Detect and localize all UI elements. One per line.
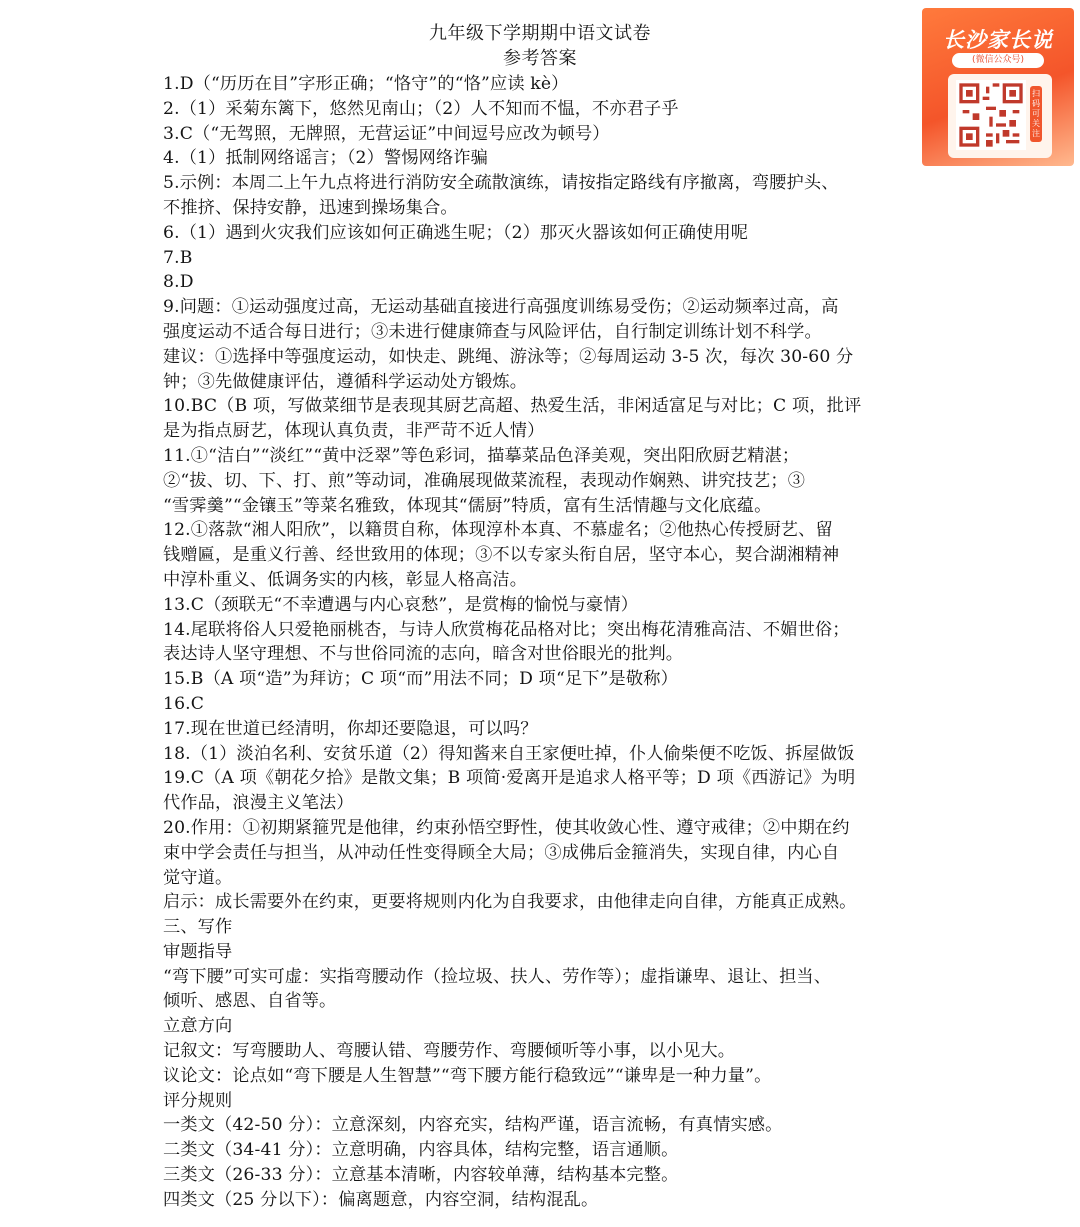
answer-line: 立意方向 [163,1016,233,1037]
answer-line: 5.示例：本周二上午九点将进行消防安全疏散演练，请按指定路线有序撤离，弯腰护头、 [163,173,839,194]
answer-line: 觉守道。 [163,867,233,888]
answer-line: 16.C [163,693,205,714]
answer-line: 12.①落款“湘人阳欣”，以籍贯自称，体现淳朴本真、不慕虚名；②他热心传授厨艺、留 [163,520,833,541]
answer-line: 13.C（颈联无“不幸遭遇与内心哀愁”，是赏梅的愉悦与豪情） [163,594,639,615]
qr-code-icon[interactable] [956,80,1026,150]
answer-line: 11.①“洁白”“淡红”“黄中泛翠”等色彩词，描摹菜品色泽美观，突出阳欣厨艺精湛； [163,445,800,466]
answer-line: 6.（1）遇到火灾我们应该如何正确逃生呢；（2）那灭火器该如何正确使用呢 [163,222,749,243]
answer-line: 启示：成长需要外在约束，更要将规则内化为自我要求，由他律走向自律，方能真正成熟。 [163,892,857,913]
answer-line: 钱赠匾，是重义行善、经世致用的体现；③不以专家头衔自居，坚守本心，契合湖湘精神 [163,545,840,566]
answer-line: 8.D [163,272,194,293]
answer-line: 四类文（25 分以下）：偏离题意，内容空洞，结构混乱。 [163,1189,599,1210]
answer-line: 强度运动不适合每日进行；③未进行健康筛查与风险评估，自行制定训练计划不科学。 [163,321,822,342]
answer-line: 18.（1）淡泊名利、安贫乐道（2）得知酱来自王家便吐掉，仆人偷柴便不吃饭、拆屋做饭 [163,743,855,764]
answer-line: 三类文（26-33 分）：立意基本清晰，内容较单薄，结构基本完整。 [163,1165,679,1186]
answer-line: 9.问题：①运动强度过高，无运动基础直接进行高强度训练易受伤；②运动频率过高，高 [163,297,839,318]
answer-line: 14.尾联将俗人只爱艳丽桃杏，与诗人欣赏梅花品格对比；突出梅花清雅高洁、不媚世俗； [163,619,850,640]
document-title: 九年级下学期期中语文试卷 [429,23,651,44]
answer-line: 10.BC（B 项，写做菜细节是表现其厨艺高超、热爱生活，非闲适富足与对比；C 项，批评 [163,396,862,417]
answer-line: 20.作用：①初期紧箍咒是他律，约束孙悟空野性，使其收敛心性、遵守戒律；②中期在约 [163,817,850,838]
answer-line: 三、写作 [163,917,233,938]
answer-line: 代作品，浪漫主义笔法） [163,793,354,814]
answer-body [163,72,923,1213]
answer-line: 钟；③先做健康评估，遵循科学运动处方锻炼。 [163,371,528,392]
answer-line: 1.D（“历历在目”字形正确；“恪守”的“恪”应读 kè） [163,74,569,94]
document-subtitle: 参考答案 [503,48,577,69]
answer-line: 2.（1）采菊东篱下，悠然见南山；（2）人不知而不愠，不亦君子乎 [163,98,679,119]
answer-line: 7.B [163,247,193,268]
badge-side-label: 扫码可关注 [1030,86,1042,142]
answer-line: 束中学会责任与担当，从冲动任性变得顾全大局；③成佛后金箍消失，实现自律，内心自 [163,842,840,863]
answer-line: 建议：①选择中等强度运动，如快走、跳绳、游泳等；②每周运动 3-5 次，每次 30-60 分 [163,346,854,367]
answer-line: 15.B（A 项“造”为拜访；C 项“而”用法不同；D 项“足下”是敬称） [163,669,678,690]
answer-line: 不推挤、保持安静，迅速到操场集合。 [163,197,458,218]
answer-line: 表达诗人坚守理想、不与世俗同流的志向，暗含对世俗眼光的批判。 [163,644,684,665]
answer-line: “弯下腰”可实可虚：实指弯腰动作（捡垃圾、扶人、劳作等）；虚指谦卑、退让、担当、 [163,966,832,987]
answer-line: 17.现在世道已经清明，你却还要隐退，可以吗？ [163,718,538,739]
answer-line: 3.C（“无驾照，无牌照，无营运证”中间逗号应改为顿号） [163,123,610,144]
answer-line: 倾听、感恩、自省等。 [163,991,337,1012]
answer-line: 一类文（42-50 分）：立意深刻，内容充实，结构严谨，语言流畅，有真情实感。 [163,1115,783,1136]
answer-line: ②“拔、切、下、打、煎”等动词，准确展现做菜流程，表现动作娴熟、讲究技艺；③ [163,470,806,491]
promo-badge[interactable] [922,8,1074,166]
badge-title: 长沙家长说 [943,28,1053,52]
answer-line: 记叙文：写弯腰助人、弯腰认错、弯腰劳作、弯腰倾听等小事，以小见大。 [163,1041,736,1062]
answer-line: 中淳朴重义、低调务实的内核，彰显人格高洁。 [163,569,528,590]
badge-subtitle: (微信公众号) [952,53,1044,68]
answer-line: “雪霁羹”“金镶玉”等菜名雅致，体现其“儒厨”特质，富有生活情趣与文化底蕴。 [163,495,772,516]
answer-line: 二类文（34-41 分）：立意明确，内容具体，结构完整，语言通顺。 [163,1140,679,1161]
answer-line: 评分规则 [163,1090,233,1111]
answer-line: 是为指点厨艺，体现认真负责，非严苛不近人情） [163,421,545,442]
answer-line: 19.C（A 项《朝花夕拾》是散文集；B 项简·爱离开是追求人格平等；D 项《西游记》为明 [163,768,856,789]
answer-line: 议论文：论点如“弯下腰是人生智慧”“弯下腰方能行稳致远”“谦卑是一种力量”。 [163,1065,772,1086]
answer-line: 4.（1）抵制网络谣言；（2）警惕网络诈骗 [163,148,489,169]
answer-line: 审题指导 [163,941,233,962]
